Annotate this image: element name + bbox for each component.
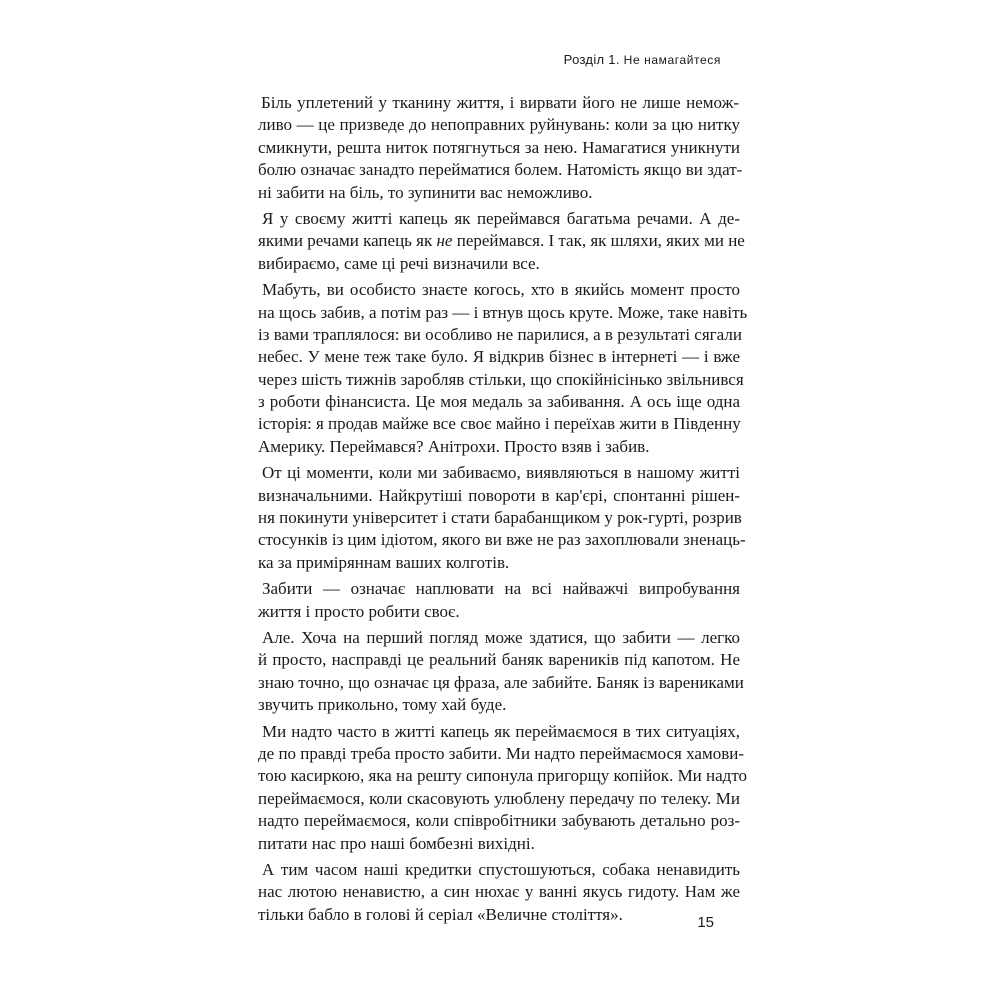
text-line: ня покинути університет і стати барабанщиком у рок-гурті, розрив <box>258 508 742 528</box>
text-line: А тим часом наші кредитки спустошуються, собака ненавидить <box>262 859 740 879</box>
text-line: на щось забив, а потім раз — і втнув щось круте. Може, таке навіть <box>258 302 748 322</box>
text-line: тільки бабло в голові й серіал «Величне століття». <box>258 904 623 924</box>
running-head-chapter: Розділ 1. <box>563 52 620 67</box>
text-line: тою касиркою, яка на решту сипонула пригорщу копійок. Ми надто <box>258 766 748 786</box>
text-line: Америку. Переймався? Анітрохи. Просто взяв і забив. <box>258 436 650 456</box>
text-line: надто переймаємося, коли співробітники забувають детально роз- <box>258 811 740 831</box>
paragraph <box>258 859 740 926</box>
text-line: через шість тижнів заробляв стільки, що спокійнісінько звільнився <box>258 369 744 389</box>
text-line: із вами траплялося: ви особливо не парилися, а в результаті сягали <box>258 324 742 344</box>
text-line: От ці моменти, коли ми забиваємо, виявляються в нашому житті <box>262 463 740 483</box>
paragraph <box>258 462 746 574</box>
paragraph <box>258 627 744 717</box>
text-line: нас лютою ненавистю, а син нюхає у ванні якусь гидоту. Нам же <box>258 882 740 902</box>
text-line: ні забити на біль, то зупинити вас неможливо. <box>258 182 593 202</box>
running-head-title: Не намагайтеся <box>623 53 721 67</box>
text-fragment: якими речами капець як <box>258 231 437 251</box>
text-fragment: переймався. І так, як шляхи, яких ми не <box>452 231 745 251</box>
paragraph <box>258 578 740 623</box>
emphasized-word: не <box>436 231 453 251</box>
paragraph <box>258 279 748 458</box>
text-line: питати нас про наші бомбезні вихідні. <box>258 833 535 853</box>
paragraph <box>258 721 748 855</box>
text-line-with-emphasis <box>258 230 745 252</box>
paragraph <box>258 92 743 204</box>
paragraph <box>258 208 745 275</box>
text-line: вибираємо, саме ці речі визначили все. <box>258 253 540 273</box>
text-line: з роботи фінансиста. Це моя медаль за забивання. А ось іще одна <box>258 392 740 412</box>
text-line: Біль уплетений у тканину життя, і вирвати його не лише немож- <box>261 93 739 112</box>
text-line: болю означає занадто перейматися болем. Натомість якщо ви здат- <box>258 160 743 180</box>
text-line: й просто, насправді це реальний баняк вареників під капотом. Не <box>258 650 740 670</box>
text-line: де по правді треба просто забити. Ми надто переймаємося хамови- <box>258 743 744 763</box>
text-line: Але. Хоча на перший погляд може здатися, що забити — легко <box>262 627 740 647</box>
text-line: стосунків із цим ідіотом, якого ви вже не раз захоплювали зненаць- <box>258 530 746 550</box>
text-line: ка за приміряннам ваших колготів. <box>258 552 510 572</box>
text-line: Забити — означає наплювати на всі найважчі випробування <box>262 579 740 599</box>
text-line: Ми надто часто в житті капець як переймаємося в тих ситуаціях, <box>262 721 740 741</box>
text-line: історія: я продав майже все своє майно і переїхав жити в Південну <box>258 414 741 434</box>
text-line: знаю точно, що означає ця фраза, але забийте. Баняк із варениками <box>258 672 744 692</box>
text-line: звучить прикольно, тому хай буде. <box>258 695 507 715</box>
text-line: переймаємося, коли скасовують улюблену передачу по телеку. Ми <box>258 788 740 808</box>
text-line: небес. У мене теж таке було. Я відкрив бізнес в інтернеті — і вже <box>258 347 740 367</box>
text-line: Мабуть, ви особисто знаєте когось, хто в якийсь момент просто <box>262 280 740 300</box>
text-line: ливо — це призведе до непоправних руйнувань: коли за цю нитку <box>258 115 740 135</box>
text-line: Я у своєму житті капець як переймався багатьма речами. А де- <box>262 208 740 228</box>
page-number: 15 <box>697 914 714 931</box>
body-text <box>258 92 748 930</box>
text-line: визначальними. Найкрутіші повороти в кар'єрі, спонтанні рішен- <box>258 485 740 505</box>
text-line: смикнути, решта ниток потягнуться за нею. Намагатися уникнути <box>258 137 740 157</box>
running-head <box>515 52 721 67</box>
text-line: життя і просто робити своє. <box>258 601 460 621</box>
